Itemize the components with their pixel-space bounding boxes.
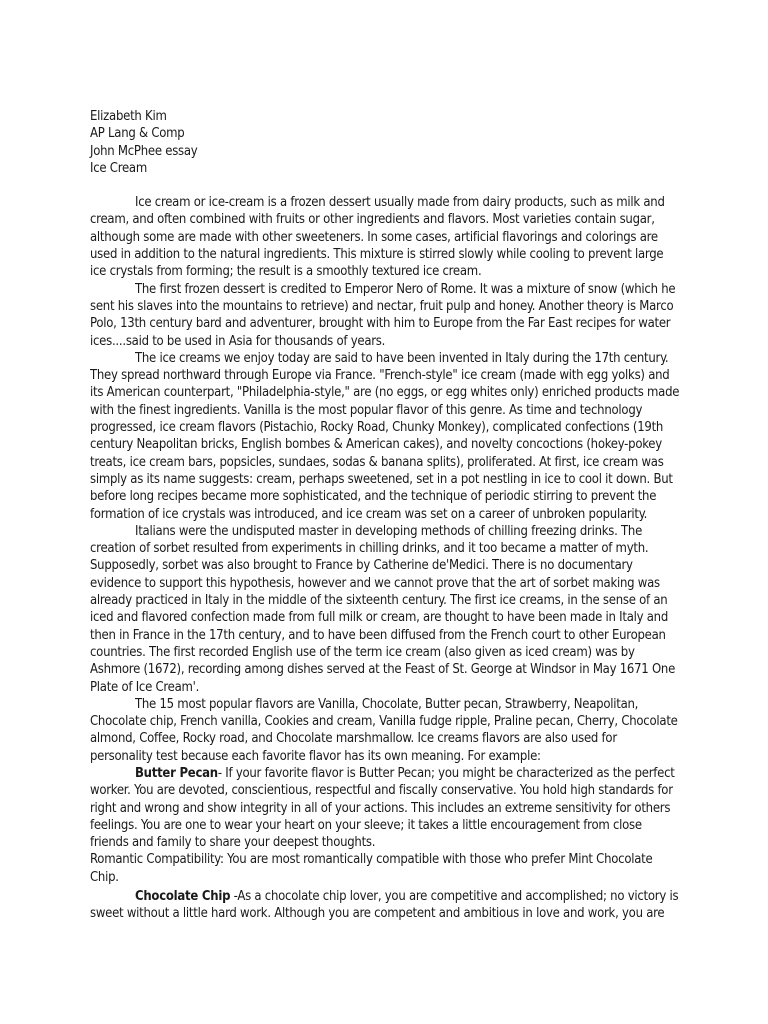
paragraph-history: The first frozen dessert is credited to Emperor Nero of Rome. It was a mixture of snow (which he sent his slaves into the mountains to retrieve) and nectar, fruit pulp and honey. Another theory is Marco Polo, 13th century bard and adventurer, brought with him to Europe from the Far East recipes for water ices....said to be used in Asia for thousands of years. <box>90 281 676 349</box>
paragraph-italians: Italians were the undisputed master in developing methods of chilling freezing drinks. The creation of sorbet resulted from experiments in chilling drinks, and it too became a matter of myth. Supposedly, sorbet was also brought to France by Catherine de'Medici. There is no documentary evidence to support this hypothesis, however and we cannot prove that the art of sorbet making was already practiced in Italy in the middle of the sixteenth century. The first ice creams, in the sense of an iced and flavored confection made from full milk or cream, are thought to have been made in Italy and then in France in the 17th century, and to have been diffused from the French court to other European countries. The first recorded English use of the term ice cream (also given as iced cream) was by Ashmore (1672), recording among dishes served at the Feast of St. George at Windsor in May 1671 One Plate of Ice Cream'. <box>90 523 676 695</box>
essay-body <box>90 108 680 923</box>
paragraph-flavors: The 15 most popular flavors are Vanilla, Chocolate, Butter pecan, Strawberry, Neapolitan, Chocolate chip, French vanilla, Cookies and cream, Vanilla fudge ripple, Praline pecan, Cherry, Chocolate almond, Coffee, Rocky road, and Chocolate marshmallow. Ice creams flavors are also used for personality test because each favorite flavor has its own meaning. For example: <box>90 696 678 764</box>
essay-title: Ice Cream <box>90 160 147 176</box>
paragraph-intro: Ice cream or ice-cream is a frozen dessert usually made from dairy products, such as milk and cream, and often combined with fruits or other ingredients and flavors. Most varieties contain sugar, although some are made with other sweeteners. In some cases, artificial flavorings and colorings are used in addition to the natural ingredients. This mixture is stirred slowly while cooling to prevent large ice crystals from forming; the result is a smoothly textured ice cream. <box>90 195 665 280</box>
paragraph-butter-pecan <box>90 765 680 851</box>
paragraph-modern: The ice creams we enjoy today are said to have been invented in Italy during the 17th century. They spread northward through Europe via France. "French-style" ice cream (made with egg yolks) and its American counterpart, "Philadelphia-style," are (no eggs, or egg whites only) enriched products made with the finest ingredients. Vanilla is the most popular flavor of this genre. As time and technology progressed, ice cream flavors (Pistachio, Rocky Road, Chunky Monkey), complicated confections (19th century Neapolitan bricks, English bombes & American cakes), and novelty concoctions (hokey-pokey treats, ice cream bars, popsicles, sundaes, sodas & banana splits), proliferated. At first, ice cream was simply as its name suggests: cream, perhaps sweetened, set in a pot nestling in ice to cool it down. But before long recipes became more sophisticated, and the technique of periodic stirring to prevent the formation of ice crystals was introduced, and ice cream was set on a career of unbroken popularity. <box>90 350 680 522</box>
butter-pecan-text: - If your favorite flavor is Butter Pecan; you might be characterized as the perfect worker. You are devoted, conscientious, respectful and fiscally conservative. You hold high standards for right and wrong and show integrity in all of your actions. This includes an extreme sensitivity for others feelings. You are one to wear your heart on your sleeve; it takes a little encouragement from close friends and family to share your deepest thoughts. <box>90 765 675 851</box>
butter-pecan-lead: Butter Pecan <box>135 765 218 781</box>
paragraph-romantic-compatibility: Romantic Compatibility: You are most romantically compatible with those who prefer Mint Chocolate Chip. <box>90 852 653 885</box>
chocolate-chip-lead: Chocolate Chip <box>135 889 231 905</box>
course-name: AP Lang & Comp <box>90 126 185 142</box>
author-name: Elizabeth Kim <box>90 109 167 124</box>
essay-header <box>90 108 680 177</box>
chocolate-chip-text: -As a chocolate chip lover, you are competitive and accomplished; no victory is sweet without a little hard work. Although you are competent and ambitious in love and work, you are <box>90 889 679 922</box>
assignment-name: John McPhee essay <box>90 143 198 159</box>
paragraph-chocolate-chip <box>90 888 680 923</box>
